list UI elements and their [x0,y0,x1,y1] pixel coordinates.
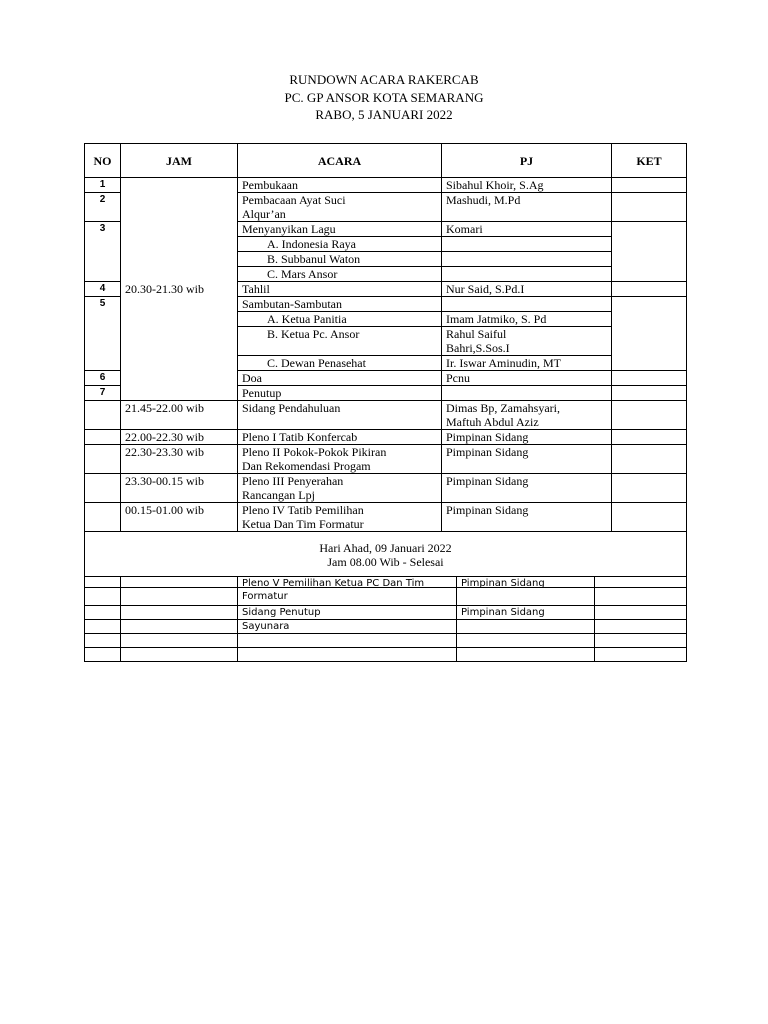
table-row [85,474,687,503]
row-acara: Menyanyikan Lagu [238,222,442,237]
row-acara: C. Dewan Penasehat [238,356,442,371]
row-jam [121,577,238,606]
row-jam: 00.15-01.00 wib [121,503,238,532]
acara-line-1: Pleno IV Tatib Pemilihan [242,503,364,517]
table-row [85,634,687,648]
table-row [85,178,687,193]
row-no: 1 [85,178,121,193]
table-row [85,503,687,532]
day2-time: Jam 08.00 Wib - Selesai [327,555,444,569]
row-acara: B. Subbanul Waton [238,252,442,267]
title-line-2: PC. GP ANSOR KOTA SEMARANG [284,89,484,105]
row-ket [612,445,687,474]
pj-line-1: Rahul Saiful [446,327,507,341]
row-pj [457,634,595,648]
row-ket [612,178,687,193]
row-ket [595,606,687,620]
row-no [85,634,121,648]
row-pj [442,237,612,252]
row-pj: Mashudi, M.Pd [442,193,612,222]
row-acara [238,577,457,606]
pj-line-1: Dimas Bp, Zamahsyari, [446,401,560,415]
row-acara: Doa [238,371,442,386]
acara-line-2: Rancangan Lpj [242,488,315,502]
row-pj [457,620,595,634]
row-pj: Pimpinan Sidang [442,474,612,503]
row-pj: Imam Jatmiko, S. Pd [442,312,612,327]
row-pj [442,327,612,356]
table-row [85,606,687,620]
row-no [85,503,121,532]
header-jam: JAM [121,144,238,178]
header-pj: PJ [442,144,612,178]
acara-line-1: Pembacaan Ayat Suci [242,193,346,207]
row-acara: Sidang Penutup [238,606,457,620]
row-pj: Pimpinan Sidang [457,577,595,606]
row-no [85,474,121,503]
table-row [85,577,687,606]
pj-line-2: Maftuh Abdul Aziz [446,415,539,429]
row-ket [612,297,687,371]
row-ket [612,503,687,532]
row-pj [442,297,612,312]
row-ket [612,222,687,282]
row-ket [612,371,687,386]
row-no [85,430,121,445]
day2-date: Hari Ahad, 09 Januari 2022 [319,541,452,555]
table-row [85,648,687,662]
table-row [85,620,687,634]
row-acara: Pembukaan [238,178,442,193]
row-no [85,577,121,606]
row-pj [442,401,612,430]
row-pj [442,267,612,282]
row-no [85,648,121,662]
title-line-3: RABO, 5 JANUARI 2022 [315,107,453,122]
row-jam: 22.30-23.30 wib [121,445,238,474]
acara-line-2: Formatur [242,591,288,602]
row-pj: Pimpinan Sidang [442,430,612,445]
row-no: 6 [85,371,121,386]
row-pj: Ir. Iswar Aminudin, MT [442,356,612,371]
title-line-1: RUNDOWN ACARA RAKERCAB [289,72,479,87]
row-acara: Sayunara [238,620,457,634]
header-acara: ACARA [238,144,442,178]
row-acara: Sambutan-Sambutan [238,297,442,312]
acara-line-2: Alqur’an [242,207,286,221]
row-no [85,401,121,430]
table-row [85,445,687,474]
row-acara: A. Ketua Panitia [238,312,442,327]
schedule-table [84,143,687,588]
row-acara: Penutup [238,386,442,401]
row-ket [595,634,687,648]
acara-line-1: Pleno III Penyerahan [242,474,344,488]
table-header-row [85,144,687,178]
table-row [85,401,687,430]
row-ket [612,193,687,222]
row-ket [612,430,687,445]
row-acara [238,648,457,662]
row-acara: C. Mars Ansor [238,267,442,282]
row-ket [612,386,687,401]
row-acara: B. Ketua Pc. Ansor [238,327,442,356]
row-jam: 21.45-22.00 wib [121,401,238,430]
row-ket [595,648,687,662]
row-ket [595,620,687,634]
row-acara [238,634,457,648]
row-no: 7 [85,386,121,401]
row-pj: Komari [442,222,612,237]
row-no [85,606,121,620]
row-pj [457,648,595,662]
row-pj: Pimpinan Sidang [457,606,595,620]
row-pj: Pimpinan Sidang [442,445,612,474]
table-row [85,430,687,445]
row-acara [238,503,442,532]
row-ket [612,474,687,503]
row-pj [442,386,612,401]
row-acara: Tahlil [238,282,442,297]
row-ket [595,577,687,606]
row-acara: Pleno I Tatib Konfercab [238,430,442,445]
row-acara: Sidang Pendahuluan [238,401,442,430]
day2-table [84,576,687,662]
row-jam [121,606,238,620]
row-no: 3 [85,222,121,282]
row-no: 4 [85,282,121,297]
row-ket [612,282,687,297]
row-no [85,620,121,634]
header-ket: KET [612,144,687,178]
row-acara [238,474,442,503]
row-pj [442,252,612,267]
header-no: NO [85,144,121,178]
row-ket [612,401,687,430]
document-title [0,71,768,124]
row-pj: Nur Said, S.Pd.I [442,282,612,297]
row-no [85,445,121,474]
acara-line-2: Ketua Dan Tim Formatur [242,517,364,531]
acara-line-2: Dan Rekomendasi Progam [242,459,371,473]
row-jam: 23.30-00.15 wib [121,474,238,503]
row-acara [238,445,442,474]
acara-line-1: Pleno II Pokok-Pokok Pikiran [242,445,387,459]
pj-line-2: Bahri,S.Sos.I [446,341,510,355]
acara-line-1: Pleno V Pemilihan Ketua PC Dan Tim [242,578,425,589]
row-jam [121,648,238,662]
row-acara [238,193,442,222]
row-pj: Sibahul Khoir, S.Ag [442,178,612,193]
row-pj: Pcnu [442,371,612,386]
row-no: 2 [85,193,121,222]
row-jam: 20.30-21.30 wib [121,178,238,401]
row-pj: Pimpinan Sidang [442,503,612,532]
row-jam [121,634,238,648]
row-jam [121,620,238,634]
row-jam: 22.00-22.30 wib [121,430,238,445]
row-acara: A. Indonesia Raya [238,237,442,252]
row-no: 5 [85,297,121,371]
